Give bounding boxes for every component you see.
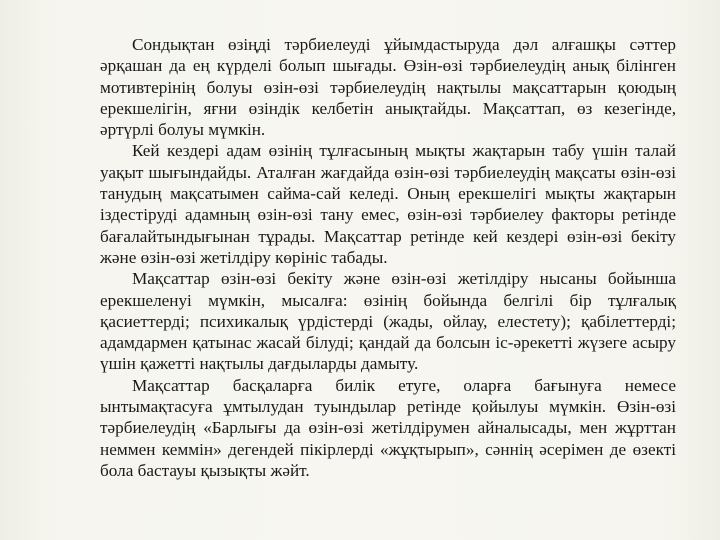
body-text xyxy=(100,34,676,481)
paragraph-4: Мақсаттар басқаларға билік етуге, оларға бағынуға немесе ынтымақтасуға ұмтылудан туындылар ретінде қойылуы мүмкін. Өзін-өзі тәрбиелеудің «Барлығы да өзін-өзі жетілдірумен айналысады, мен жұрттан неммен кеммін» дегендей пікірлерді «жұқтырып», сәннің әсерімен де өзекті бола бастауы қызықты жәйт. xyxy=(100,375,676,480)
paragraph-3: Мақсаттар өзін-өзі бекіту және өзін-өзі жетілдіру нысаны бойынша ерекшеленуі мүмкін, мысалға: өзінің бойында белгілі бір тұлғалық қасиеттерді; психикалық үрдістерді (жады, ойлау, елестету); қабілеттерді; адамдармен қатынас жасай білуді; қандай да болсын іс-әрекетті жүзеге асыру үшін қажетті нақтылы дағдыларды дамыту. xyxy=(100,269,676,374)
paragraph-2: Кей кездері адам өзінің тұлғасының мықты жақтарын табу үшін талай уақыт шығындайды. Аталған жағдайда өзін-өзі тәрбиелеудің мақсаты өзін-өзі танудың мақсатымен сайма-сай келеді. Оның ерекшелігі мықты жақтарын іздестіруді адамның өзін-өзі тану емес, өзін-өзі тәрбиелеу факторы ретінде бағалайтындығынан тұрады. Мақсаттар ретінде кей кездері өзін-өзі бекіту және өзін-өзі жетілдіру көрініс табады. xyxy=(100,141,676,267)
paragraph-1: Сондықтан өзіңді тәрбиелеуді ұйымдастыруда дәл алғашқы сәттер әрқашан да ең күрделі болып шығады. Өзін-өзі тәрбиелеудің анық білінген мотивтерінің болуы өзін-өзі тәрбиелеудің нақтылы мақсаттарын қоюдың ерекшелігін, яғни өзіндік келбетін анықтайды. Мақсаттап, өз кезегінде, әртүрлі болуы мүмкін. xyxy=(100,35,676,140)
